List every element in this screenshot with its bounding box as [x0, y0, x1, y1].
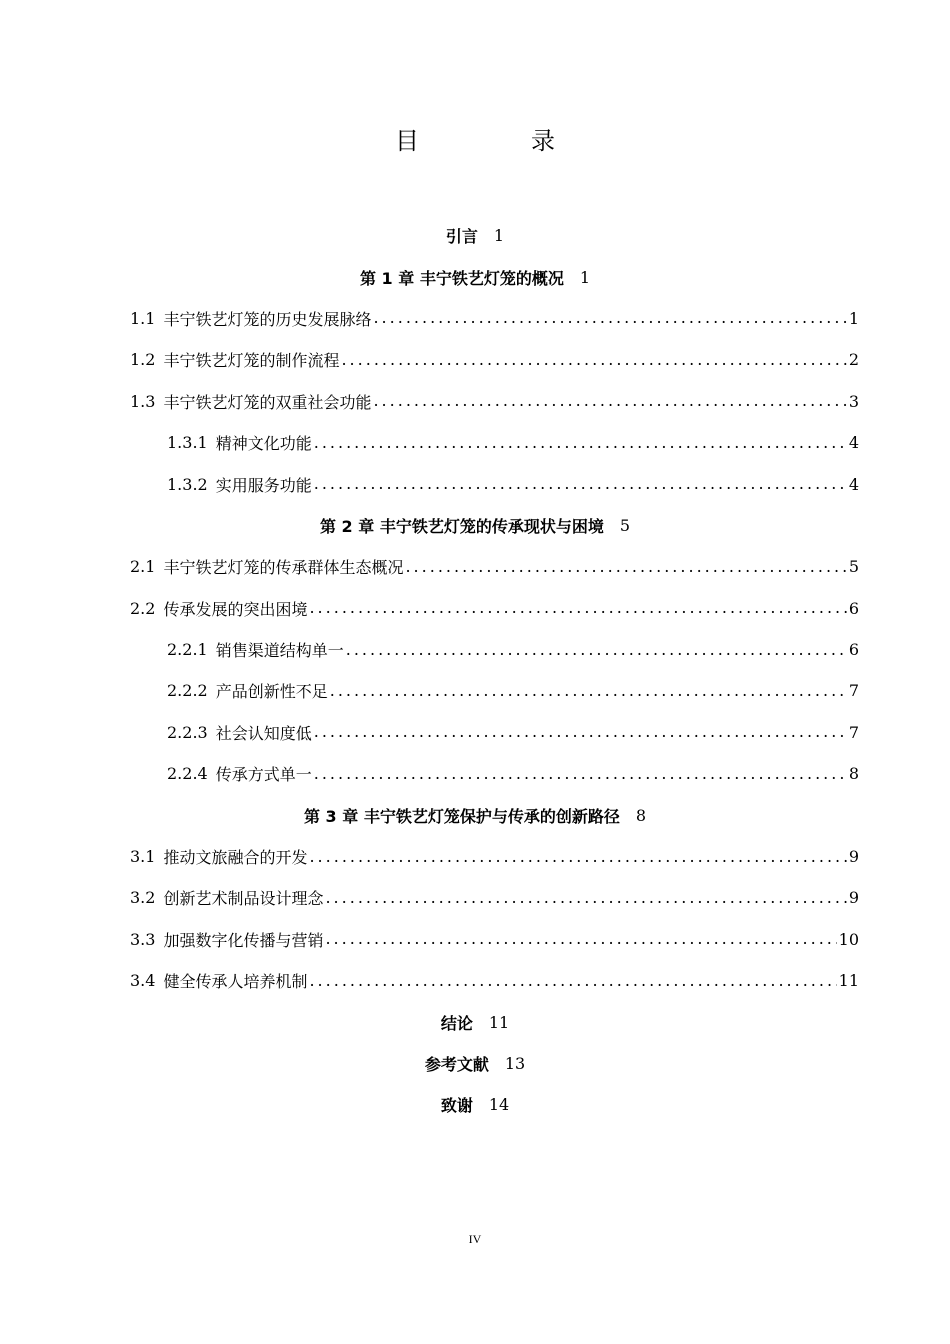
- toc-entry-label: 第 2 章 丰宁铁艺灯笼的传承现状与困境: [319, 516, 604, 536]
- toc-entry-page: 6: [848, 640, 859, 660]
- toc-entry-number: 1.2: [130, 350, 156, 370]
- toc-subsection-entry[interactable]: [0, 712, 950, 753]
- toc-chapter-entry[interactable]: [0, 1084, 950, 1125]
- toc-entry-page: 10: [838, 929, 859, 949]
- toc-subsection-entry[interactable]: [0, 670, 950, 711]
- toc-subsection-entry[interactable]: [0, 422, 950, 463]
- toc-entry-number: 3.4: [130, 971, 156, 991]
- toc-entry-number: 1.3.2: [167, 474, 208, 494]
- toc-entry-page: 5: [619, 515, 631, 535]
- toc-entry-page: 6: [848, 598, 859, 618]
- toc-section-entry[interactable]: [0, 836, 950, 877]
- toc-entry-page: 11: [838, 971, 859, 991]
- toc-entry-number: 2.2.4: [167, 764, 208, 784]
- toc-subsection-entry[interactable]: [0, 463, 950, 504]
- toc-subsection-entry[interactable]: [0, 629, 950, 670]
- dot-leader: [309, 600, 846, 616]
- toc-entry-label: 产品创新性不足: [215, 682, 328, 702]
- toc-entry-page: 13: [504, 1054, 526, 1073]
- toc-entry-label: 丰宁铁艺灯笼的历史发展脉络: [163, 309, 372, 329]
- toc-entry-label: 创新艺术制品设计理念: [163, 889, 324, 909]
- toc-section-entry[interactable]: [0, 381, 950, 422]
- toc-section-entry[interactable]: [0, 339, 950, 380]
- toc-entry-number: 1.3.1: [167, 433, 208, 453]
- toc-chapter-entry[interactable]: [0, 1001, 950, 1042]
- toc-entry-label: 传承发展的突出困境: [163, 599, 308, 619]
- dot-leader: [309, 849, 846, 865]
- toc-entry-page: 11: [488, 1012, 510, 1032]
- toc-entry-label: 参考文献: [424, 1055, 489, 1074]
- toc-entry-label: 推动文旅融合的开发: [163, 848, 308, 868]
- dot-leader: [373, 310, 846, 326]
- toc-entry-number: 1.3: [130, 391, 156, 411]
- toc-entry-page: 4: [848, 433, 859, 453]
- toc-entry-label: 销售渠道结构单一: [215, 641, 344, 661]
- toc-entry-label: 丰宁铁艺灯笼的制作流程: [163, 351, 340, 371]
- toc-section-entry[interactable]: [0, 877, 950, 918]
- dot-leader: [341, 352, 846, 368]
- toc-section-entry[interactable]: [0, 588, 950, 629]
- toc-section-entry[interactable]: [0, 960, 950, 1001]
- toc-entry-number: 3.2: [130, 888, 156, 908]
- toc-entry-page: 3: [848, 391, 859, 411]
- toc-chapter-entry[interactable]: [0, 794, 950, 835]
- toc-entry-label: 实用服务功能: [215, 475, 312, 495]
- toc-title: 目 录: [395, 127, 599, 155]
- dot-leader: [314, 766, 847, 782]
- table-of-contents: [0, 215, 950, 1126]
- toc-entry-page: 8: [635, 805, 647, 825]
- toc-entry-label: 丰宁铁艺灯笼的双重社会功能: [163, 392, 372, 412]
- toc-entry-page: 1: [848, 308, 859, 328]
- dot-leader: [373, 393, 846, 409]
- toc-entry-number: 3.3: [130, 929, 156, 949]
- toc-entry-page: 1: [579, 267, 591, 287]
- toc-entry-number: 2.2.1: [167, 640, 208, 660]
- toc-entry-number: 3.1: [130, 847, 156, 867]
- toc-entry-page: 4: [848, 474, 859, 494]
- toc-entry-label: 传承方式单一: [215, 765, 312, 785]
- dot-leader: [309, 973, 836, 989]
- toc-entry-page: 5: [848, 557, 859, 577]
- toc-entry-label: 第 1 章 丰宁铁艺灯笼的概况: [359, 268, 564, 288]
- toc-subsection-entry[interactable]: [0, 753, 950, 794]
- toc-entry-number: 2.2: [130, 598, 156, 618]
- toc-entry-label: 加强数字化传播与营销: [163, 930, 324, 950]
- toc-entry-label: 第 3 章 丰宁铁艺灯笼保护与传承的创新路径: [303, 806, 620, 826]
- toc-entry-number: 2.2.2: [167, 681, 208, 701]
- toc-entry-page: 1: [493, 226, 505, 246]
- toc-entry-label: 社会认知度低: [215, 723, 312, 743]
- toc-chapter-entry[interactable]: [0, 1043, 950, 1084]
- toc-entry-page: 2: [848, 350, 859, 370]
- page-number: IV: [468, 1232, 482, 1246]
- toc-section-entry[interactable]: [0, 546, 950, 587]
- toc-entry-page: 7: [848, 722, 859, 742]
- dot-leader: [330, 683, 847, 699]
- toc-entry-number: 1.1: [130, 308, 156, 328]
- toc-entry-label: 丰宁铁艺灯笼的传承群体生态概况: [163, 558, 404, 578]
- toc-entry-page: 7: [848, 681, 859, 701]
- toc-entry-page: 14: [488, 1095, 510, 1115]
- toc-chapter-entry[interactable]: [0, 505, 950, 546]
- dot-leader: [314, 476, 847, 492]
- toc-entry-page: 9: [848, 888, 859, 908]
- dot-leader: [346, 642, 847, 658]
- toc-entry-label: 精神文化功能: [215, 434, 312, 454]
- toc-entry-label: 致谢: [440, 1096, 473, 1116]
- toc-entry-label: 引言: [445, 227, 478, 247]
- dot-leader: [405, 559, 846, 575]
- dot-leader: [314, 724, 847, 740]
- toc-chapter-entry[interactable]: [0, 256, 950, 297]
- toc-entry-label: 结论: [440, 1013, 473, 1033]
- toc-entry-page: 9: [848, 847, 859, 867]
- toc-entry-number: 2.2.3: [167, 722, 208, 742]
- toc-section-entry[interactable]: [0, 919, 950, 960]
- toc-entry-number: 2.1: [130, 557, 156, 577]
- dot-leader: [314, 435, 847, 451]
- dot-leader: [325, 931, 836, 947]
- toc-entry-page: 8: [848, 764, 859, 784]
- dot-leader: [325, 890, 846, 906]
- toc-entry-label: 健全传承人培养机制: [163, 972, 308, 992]
- toc-section-entry[interactable]: [0, 298, 950, 339]
- toc-chapter-entry[interactable]: [0, 215, 950, 256]
